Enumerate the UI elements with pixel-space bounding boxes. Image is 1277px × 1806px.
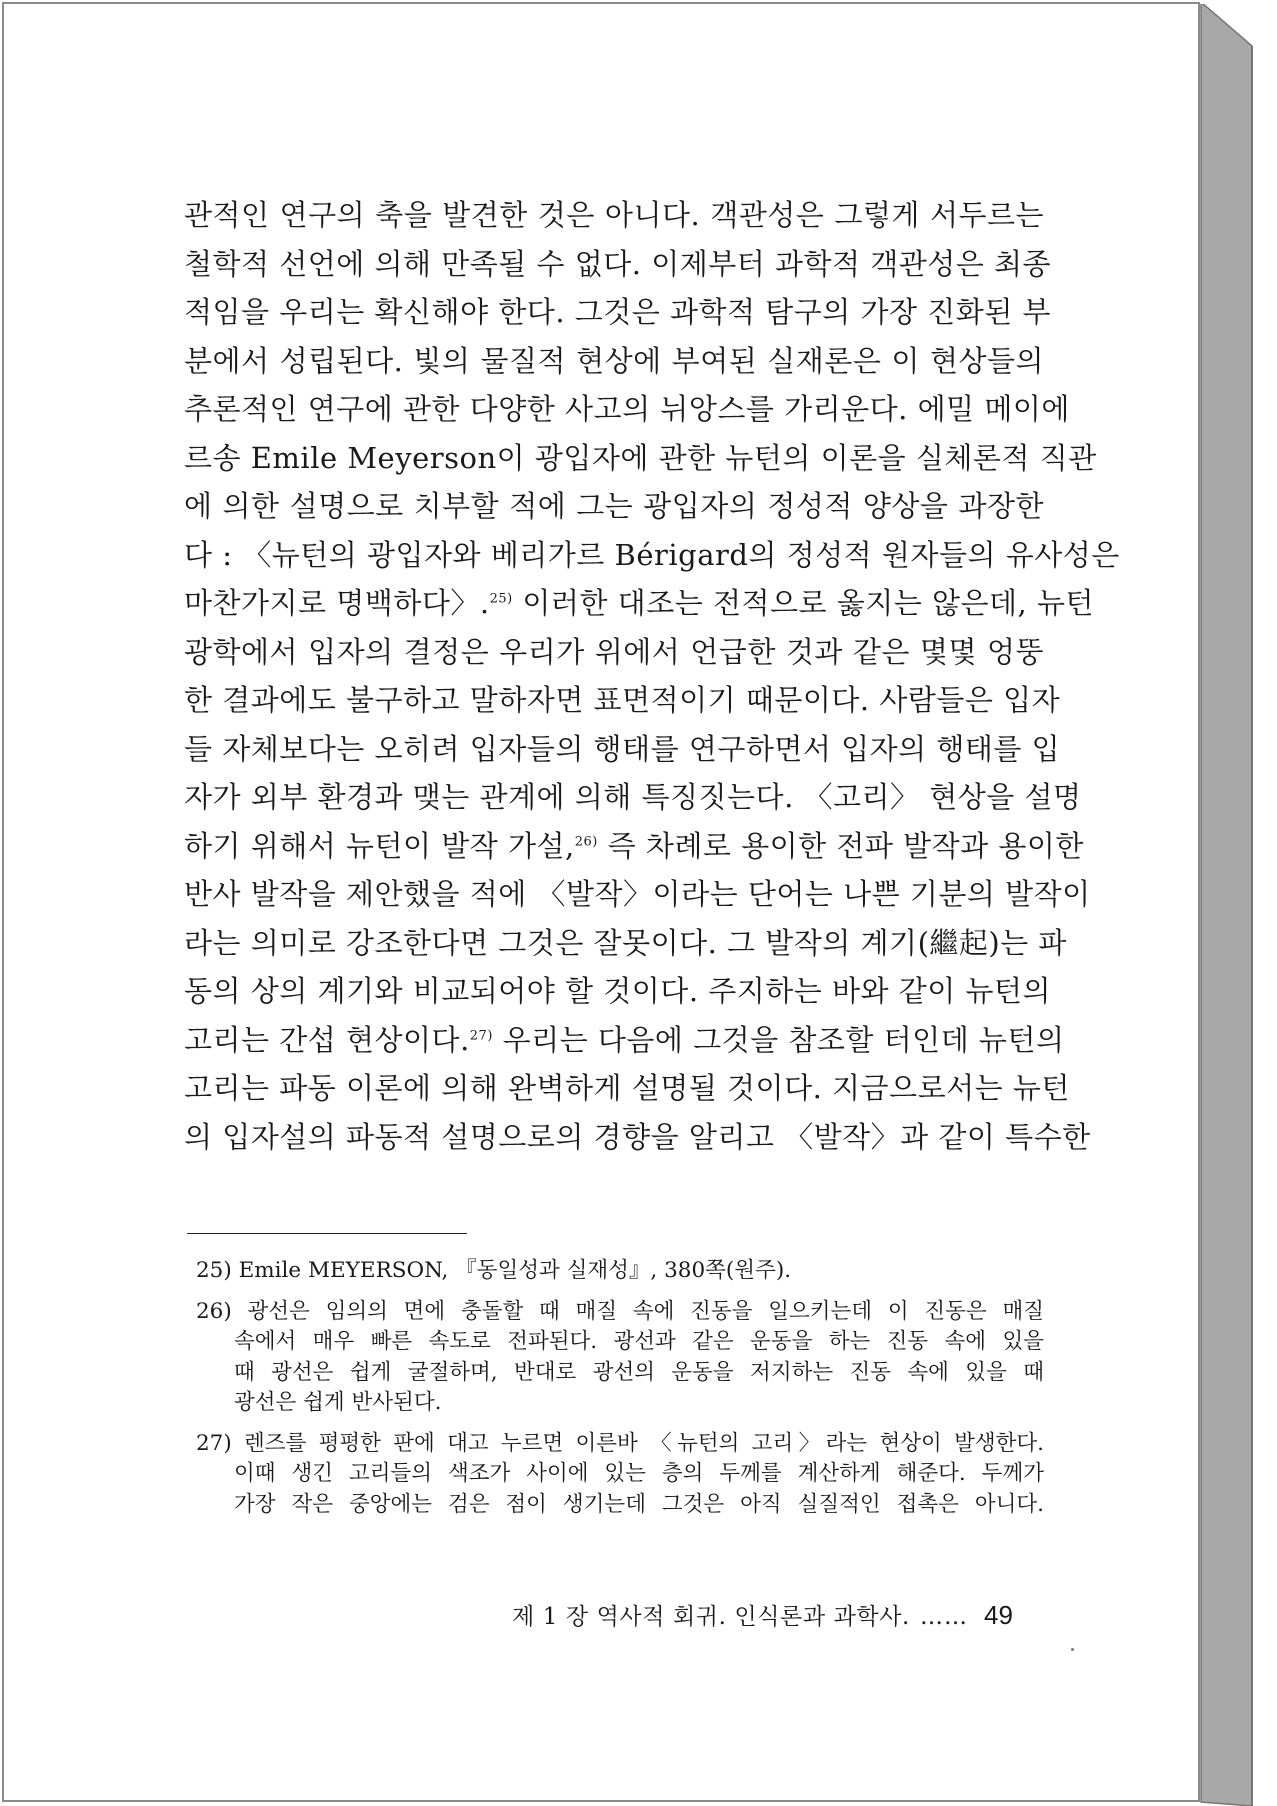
body-text	[184, 191, 1120, 1161]
footnote-line: 25) Emile MEYERSON, 『동일성과 실재성』, 380쪽(원주).	[196, 1258, 792, 1283]
body-line	[184, 822, 1084, 871]
page-thickness-shading	[1200, 4, 1277, 1806]
body-line: 다 : 〈뉴턴의 광입자와 베리가르 Bérigard의 정성적 원자들의 유사성은	[184, 537, 1120, 572]
footnote-line: 26) 광선은 임의의 면에 충돌할 때 매질 속에 진동을 일으키는데 이 진동은 매질	[196, 1298, 1044, 1324]
leader-dots: ……	[919, 1604, 968, 1630]
body-line: 들 자체보다는 오히려 입자들의 행태를 연구하면서 입자의 행태를 입	[184, 731, 1061, 766]
body-line	[184, 1016, 1065, 1065]
body-line: 자가 외부 환경과 맺는 관계에 의해 특징짓는다. 〈고리〉 현상을 설명	[184, 780, 1082, 814]
body-line-part: 고리는 간섭 현상이다.	[184, 1022, 470, 1057]
body-line: 의 입자설의 파동적 설명으로의 경향을 알리고 〈발작〉과 같이 특수한	[184, 1119, 1091, 1154]
footnote-divider	[187, 1233, 467, 1234]
body-line: 동의 상의 계기와 비교되어야 할 것이다. 주지하는 바와 같이 뉴턴의	[184, 974, 1052, 1008]
footnote-ref-27[interactable]: 27)	[469, 1027, 493, 1043]
body-line: 분에서 성립된다. 빛의 물질적 현상에 부여된 실재론은 이 현상들의	[184, 343, 1044, 378]
footnote-line: 때 광선은 쉽게 굴절하며, 반대로 광선의 운동을 저지하는 진동 속에 있을 때	[234, 1359, 1044, 1385]
body-line: 적임을 우리는 확신해야 한다. 그것은 과학적 탐구의 가장 진화된 부	[184, 295, 1052, 329]
body-line-part: 즉 차례로 용이한 전파 발작과 용이한	[597, 828, 1084, 863]
body-line-part: 하기 위해서 뉴턴이 발작 가설,	[184, 828, 575, 863]
body-line: 추론적인 연구에 관한 다양한 사고의 뉘앙스를 가리운다. 에밀 메이에	[184, 392, 1070, 426]
body-line: 광학에서 입자의 결정은 우리가 위에서 언급한 것과 같은 몇몇 엉뚱	[184, 634, 1044, 669]
scan-speck	[1071, 1648, 1074, 1651]
footnote-line: 광선은 쉽게 반사된다.	[234, 1390, 442, 1415]
body-line	[184, 579, 1094, 628]
running-footer	[512, 1598, 1012, 1631]
body-line: 철학적 선언에 의해 만족될 수 없다. 이제부터 과학적 객관성은 최종	[184, 246, 1052, 281]
footnote-25	[196, 1256, 1044, 1287]
body-line: 라는 의미로 강조한다면 그것은 잘못이다. 그 발작의 계기(繼起)는 파	[184, 925, 1067, 960]
footnote-27	[196, 1429, 1044, 1521]
body-line: 관적인 연구의 축을 발견한 것은 아니다. 객관성은 그렇게 서두르는	[184, 198, 1044, 232]
body-line: 고리는 파동 이론에 의해 완벽하게 설명될 것이다. 지금으로서는 뉴턴	[184, 1071, 1070, 1105]
footnote-26	[196, 1297, 1044, 1419]
body-line-part: 이러한 대조는 전적으로 옳지는 않은데, 뉴턴	[512, 586, 1094, 620]
body-line: 한 결과에도 불구하고 말하자면 표면적이기 때문이다. 사람들은 입자	[184, 683, 1061, 717]
footnote-line: 이때 생긴 고리들의 색조가 사이에 있는 층의 두께를 계산하게 해준다. 두께가	[234, 1461, 1044, 1486]
footnote-line: 27) 렌즈를 평평한 판에 대고 누르면 이른바 〈뉴턴의 고리〉라는 현상이 발생한다.	[196, 1430, 1044, 1456]
body-line: 에 의한 설명으로 치부할 적에 그는 광입자의 정성적 양상을 과장한	[184, 489, 1044, 523]
footnote-line: 가장 작은 중앙에는 검은 점이 생기는데 그것은 아직 실질적인 접촉은 아니다.	[234, 1491, 1044, 1517]
page-number: 49	[983, 1600, 1013, 1630]
body-line-part: 우리는 다음에 그것을 참조할 터인데 뉴턴의	[492, 1022, 1065, 1057]
body-line: 반사 발작을 제안했을 적에 〈발작〉이라는 단어는 나쁜 기분의 발작이	[184, 877, 1091, 911]
body-line-part: 마찬가지로 명백하다〉.	[184, 586, 490, 620]
footnotes	[196, 1256, 1044, 1520]
footnote-ref-26[interactable]: 26)	[574, 833, 598, 849]
footnote-line: 속에서 매우 빠른 속도로 전파된다. 광선과 같은 운동을 하는 진동 속에 있을	[234, 1329, 1044, 1354]
body-line: 르송 Emile Meyerson이 광입자에 관한 뉴턴의 이론을 실체론적 직관	[184, 440, 1097, 475]
chapter-title: 제 1 장 역사적 회귀. 인식론과 과학사.	[512, 1604, 910, 1630]
footnote-ref-25[interactable]: 25)	[489, 591, 513, 607]
